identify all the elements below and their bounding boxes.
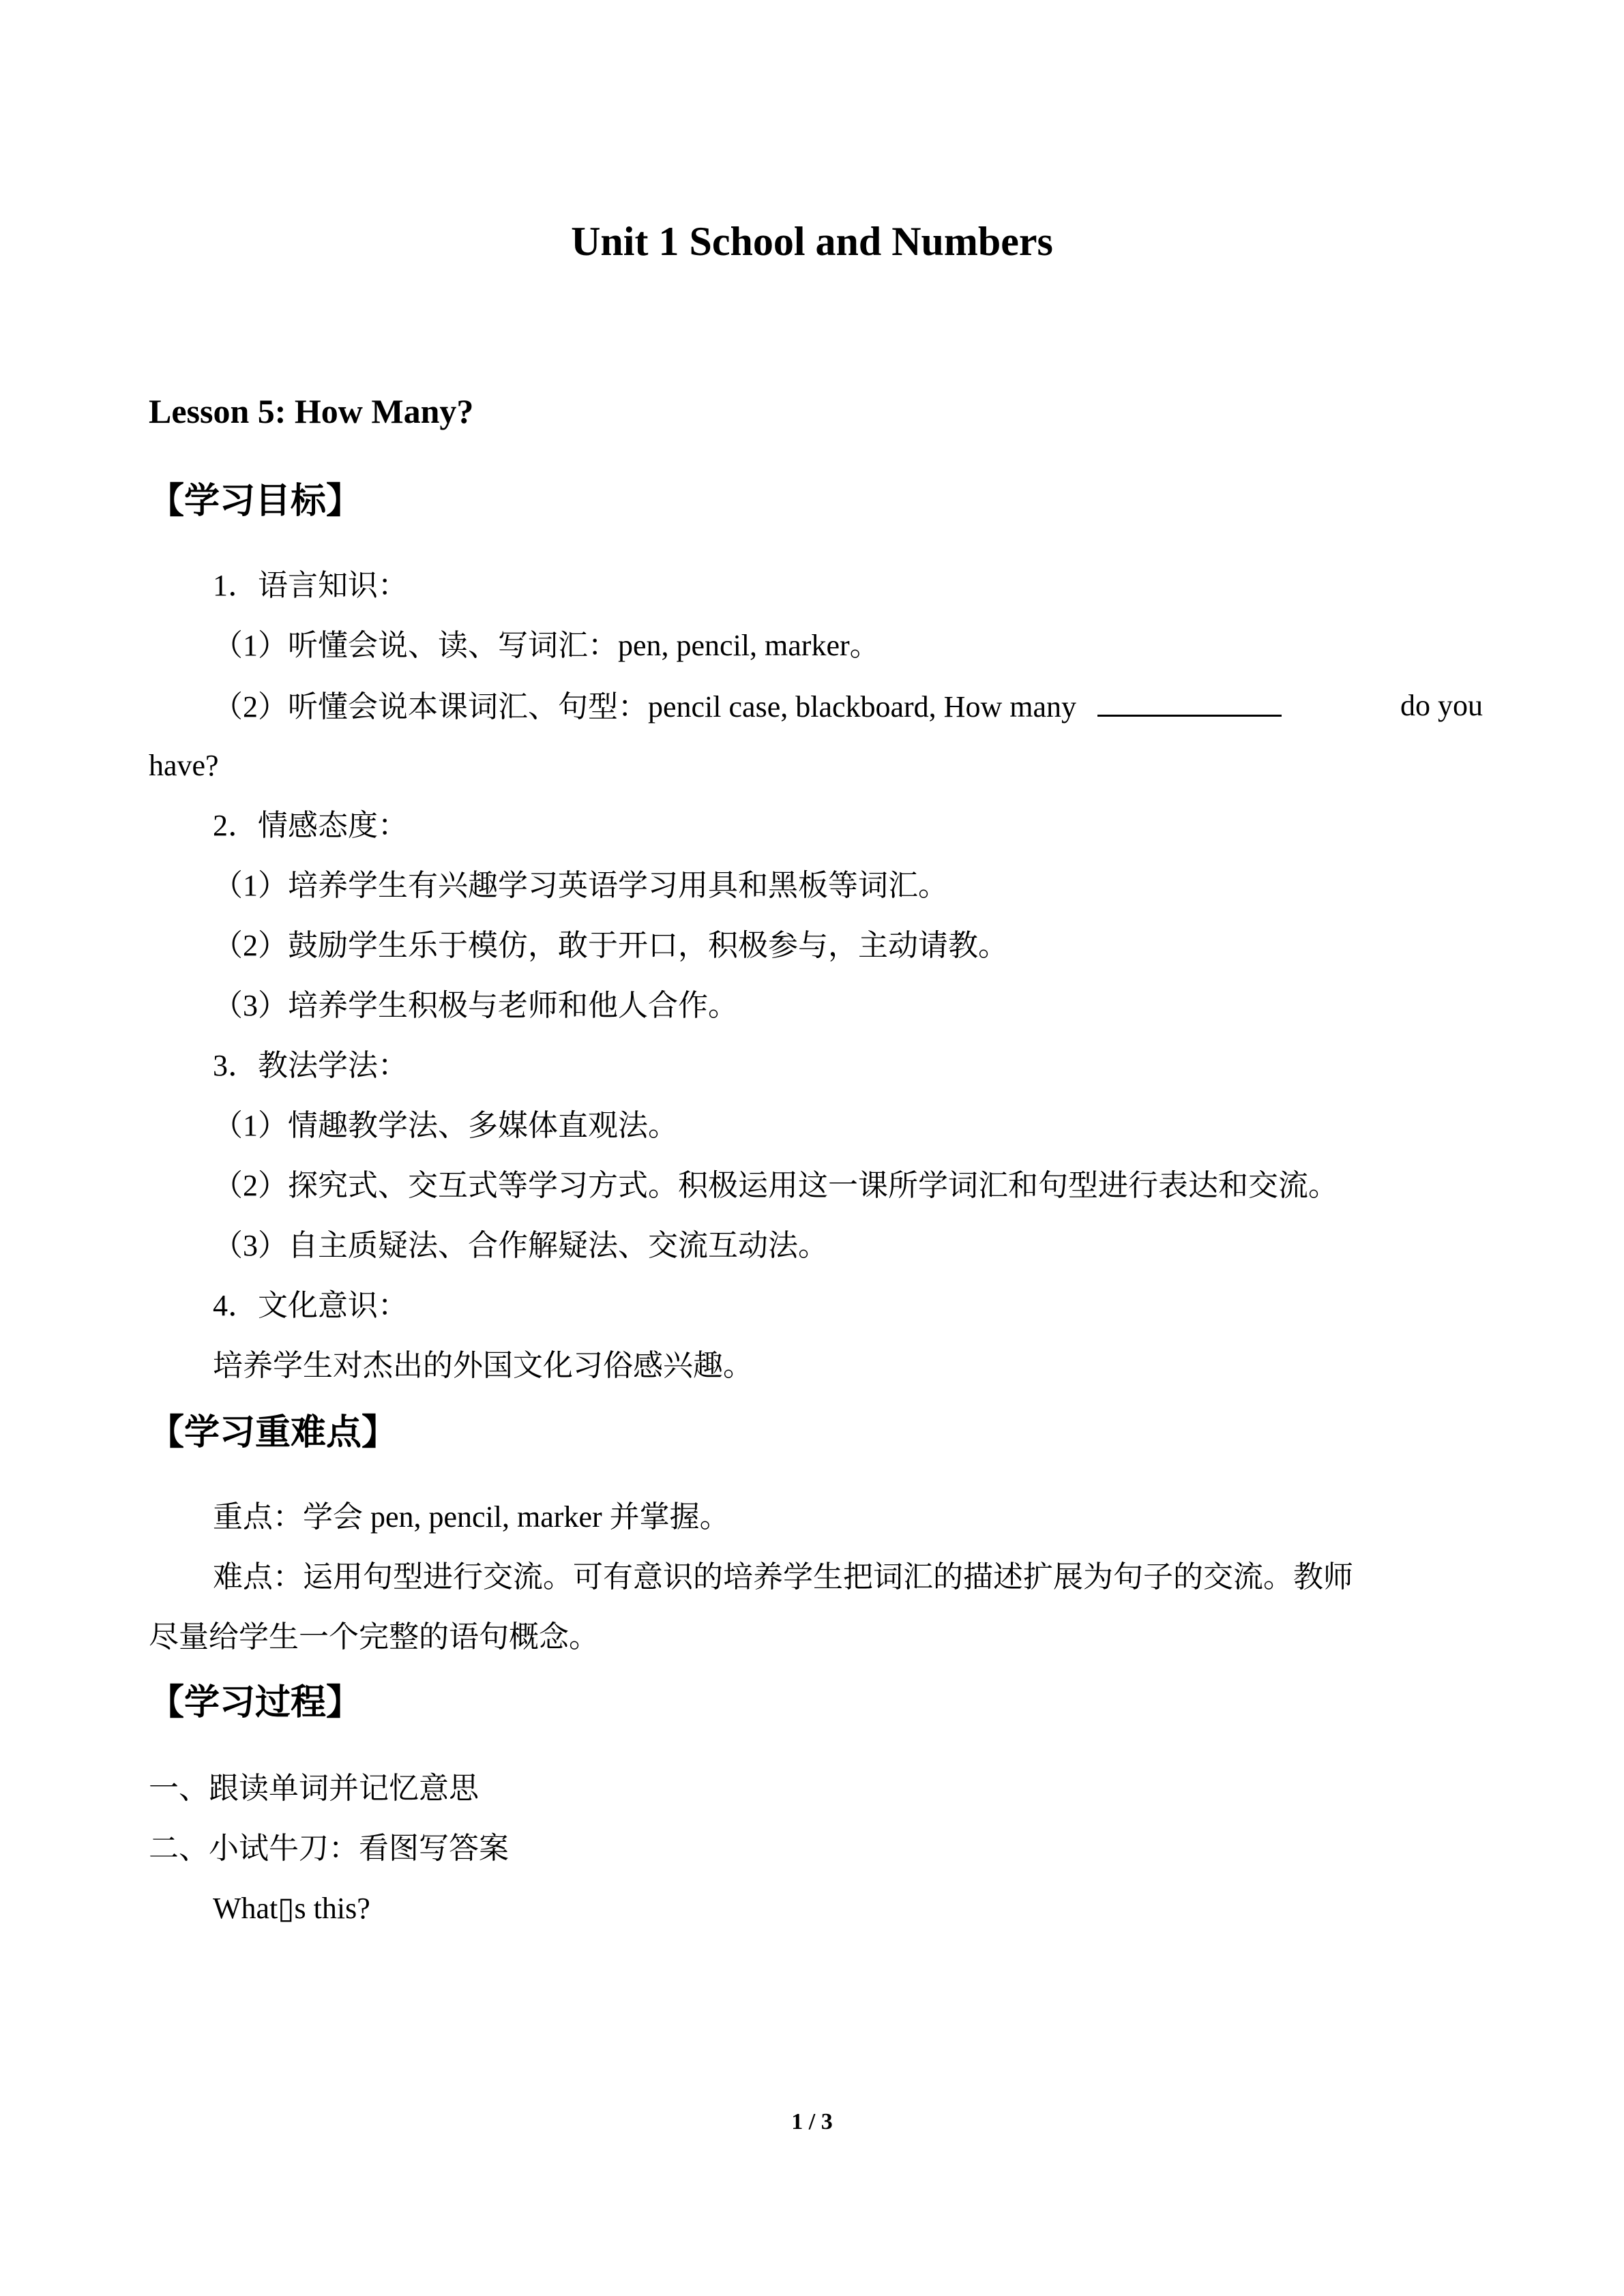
objective-line: 培养学生对杰出的外国文化习俗感兴趣。 xyxy=(213,1349,753,1382)
fill-in-blank xyxy=(1097,687,1282,717)
objective-line-with-blank xyxy=(213,687,1483,726)
objective-line: （2）探究式、交互式等学习方式。积极运用这一课所学词汇和句型进行表达和交流。 xyxy=(213,1169,1338,1202)
objective-line: （1）情趣教学法、多媒体直观法。 xyxy=(213,1109,678,1142)
key-point-line: 难点：运用句型进行交流。可有意识的培养学生把词汇的描述扩展为句子的交流。教师 xyxy=(213,1560,1353,1594)
process-line: 一、跟读单词并记忆意思 xyxy=(149,1772,479,1805)
document-title: Unit 1 School and Numbers xyxy=(571,219,1053,264)
objective-line: 2．情感态度： xyxy=(213,809,408,842)
key-point-line: 尽量给学生一个完整的语句概念。 xyxy=(149,1620,599,1654)
objective-line: （3）培养学生积极与老师和他人合作。 xyxy=(213,989,738,1022)
objective-line: have? xyxy=(149,749,219,782)
objective-line: （1）培养学生有兴趣学习英语学习用具和黑板等词汇。 xyxy=(213,869,948,902)
objective-line: 1．语言知识： xyxy=(213,569,408,602)
objective-line-text: （2）听懂会说本课词汇、句型：pencil case, blackboard, How many xyxy=(213,690,1076,724)
page-number: 1 / 3 xyxy=(791,2109,833,2134)
objective-line: 3．教法学法： xyxy=(213,1049,408,1082)
objective-line: 4．文化意识： xyxy=(213,1289,408,1322)
objective-line: （2）鼓励学生乐于模仿，敢于开口，积极参与，主动请教。 xyxy=(213,929,1008,962)
objective-line: （3）自主质疑法、合作解疑法、交流互动法。 xyxy=(213,1229,828,1262)
process-line: 二、小试牛刀：看图写答案 xyxy=(149,1832,509,1865)
objective-line-tail: do you xyxy=(1400,689,1483,722)
section-heading-process: 【学习过程】 xyxy=(149,1682,362,1723)
section-heading-objectives: 【学习目标】 xyxy=(149,481,362,522)
process-line: What▯s this? xyxy=(213,1892,370,1925)
objective-line: （1）听懂会说、读、写词汇：pen, pencil, marker。 xyxy=(213,629,880,662)
lesson-heading: Lesson 5: How Many? xyxy=(149,392,474,430)
section-heading-key-points: 【学习重难点】 xyxy=(149,1412,398,1453)
key-point-line: 重点：学会 pen, pencil, marker 并掌握。 xyxy=(213,1500,730,1534)
